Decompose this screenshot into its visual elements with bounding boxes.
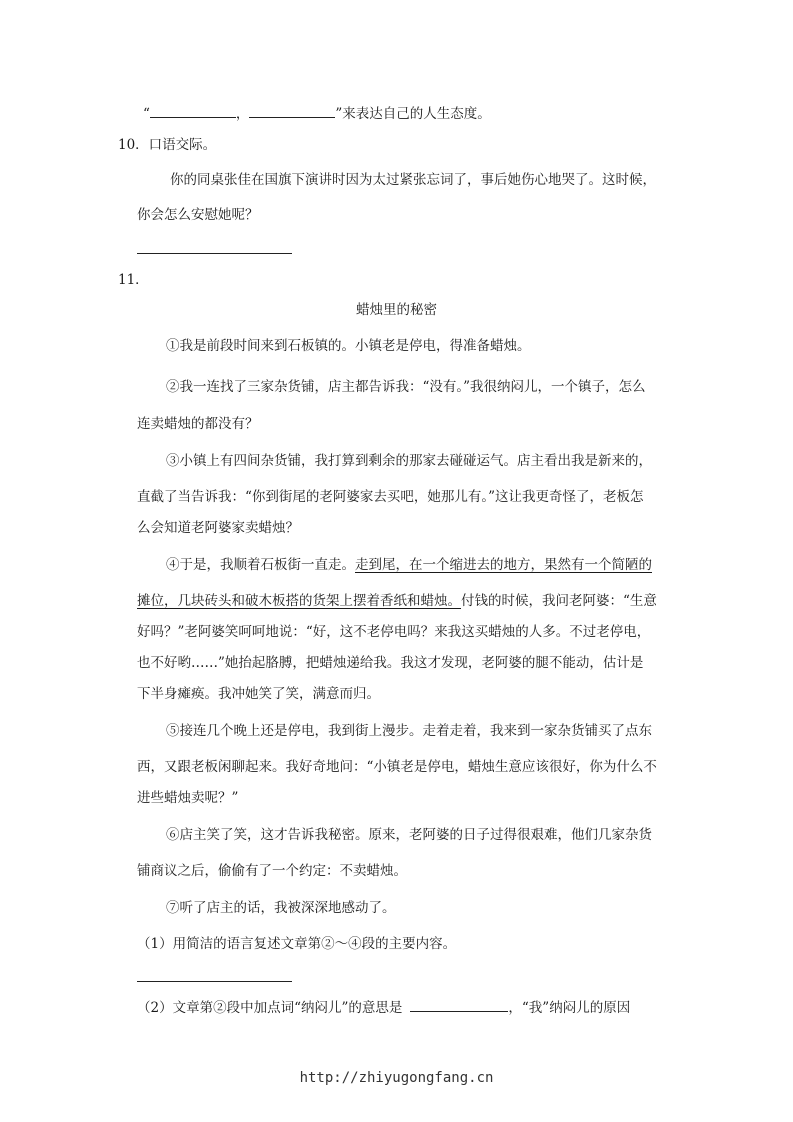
comma: ， <box>235 106 250 122</box>
paragraph-2: ②我一连找了三家杂货铺，店主都告诉我：“没有。”我很纳闷儿，一个镇子，怎么 <box>166 379 646 395</box>
answer-blank[interactable] <box>249 103 335 118</box>
paragraph-6: ⑥店主笑了笑，这才告诉我秘密。原来，老阿婆的日子过得很艰难，他们几家杂货 <box>166 827 652 843</box>
q9-answer-line <box>143 103 491 124</box>
paragraph-2: 连卖蜡烛的都没有？ <box>137 416 259 432</box>
paragraph-3: 么会知道老阿婆家卖蜡烛？ <box>137 520 299 536</box>
paragraph-4-text: ④于是，我顺着石板街一直走。 <box>166 557 355 573</box>
paragraph-4 <box>166 555 652 575</box>
open-quote: “ <box>143 106 150 122</box>
paragraph-4: 好吗？”老阿婆笑呵呵地说：“好，这不老停电吗？来我这买蜡烛的人多。不过老停电， <box>137 624 651 640</box>
question-11-label: 11． <box>118 272 149 288</box>
paragraph-3: ③小镇上有四间杂货铺，我打算到剩余的那家去碰碰运气。店主看出我是新来的， <box>166 453 652 469</box>
paragraph-3: 直截了当告诉我：“你到街尾的老阿婆家去买吧，她那儿有。”这让我更奇怪了，老板怎 <box>137 489 644 505</box>
answer-blank[interactable] <box>410 997 508 1012</box>
paragraph-4: 下半身瘫痪。我冲她笑了笑，满意而归。 <box>137 686 380 702</box>
paragraph-1: ①我是前段时间来到石板镇的。小镇老是停电，得准备蜡烛。 <box>166 338 531 354</box>
footer-url: http://zhiyugongfang.cn <box>299 1070 494 1086</box>
sub-question-2-text: ，“我”纳闷儿的原因 <box>508 1000 631 1016</box>
paragraph-5: ⑤接连几个晚上还是停电，我到街上漫步。走着走着，我来到一家杂货铺买了点东 <box>166 723 652 739</box>
question-10-text: 你会怎么安慰她呢？ <box>137 207 259 223</box>
article-title: 蜡烛里的秘密 <box>356 302 437 318</box>
answer-blank[interactable] <box>150 103 236 118</box>
paragraph-4: 也不好哟……”她抬起胳膊，把蜡烛递给我。我这才发现，老阿婆的腿不能动，估计是 <box>137 655 644 671</box>
paragraph-4 <box>137 591 657 611</box>
sub-question-2 <box>137 997 630 1018</box>
sub-question-2-text: （2）文章第②段中加点词“纳闷儿”的意思是 <box>137 1000 403 1016</box>
sub-question-1: （1）用简洁的语言复述文章第②～④段的主要内容。 <box>137 936 457 952</box>
paragraph-7: ⑦听了店主的话，我被深深地感动了。 <box>166 900 396 916</box>
answer-line[interactable] <box>137 981 292 982</box>
underlined-sentence: 走到尾，在一个缩进去的地方，果然有一个简陋的 <box>355 557 652 573</box>
paragraph-5: 西，又跟老板闲聊起来。我好奇地问：“小镇老是停电，蜡烛生意应该很好，你为什么不 <box>137 759 657 775</box>
paragraph-5: 进些蜡烛卖呢？” <box>137 790 239 806</box>
underlined-sentence: 摊位，几块砖头和破木板搭的货架上摆着香纸和蜡烛。 <box>137 593 461 609</box>
paragraph-6: 铺商议之后，偷偷有了一个约定：不卖蜡烛。 <box>137 863 407 879</box>
answer-line[interactable] <box>137 253 292 254</box>
close-text: ”来表达自己的人生态度。 <box>335 106 491 122</box>
question-10-label: 10．口语交际。 <box>118 137 217 153</box>
paragraph-4-text: 付钱的时候，我问老阿婆：“生意 <box>461 593 657 609</box>
question-10-text: 你的同桌张佳在国旗下演讲时因为太过紧张忘词了，事后她伤心地哭了。这时候， <box>170 172 656 188</box>
